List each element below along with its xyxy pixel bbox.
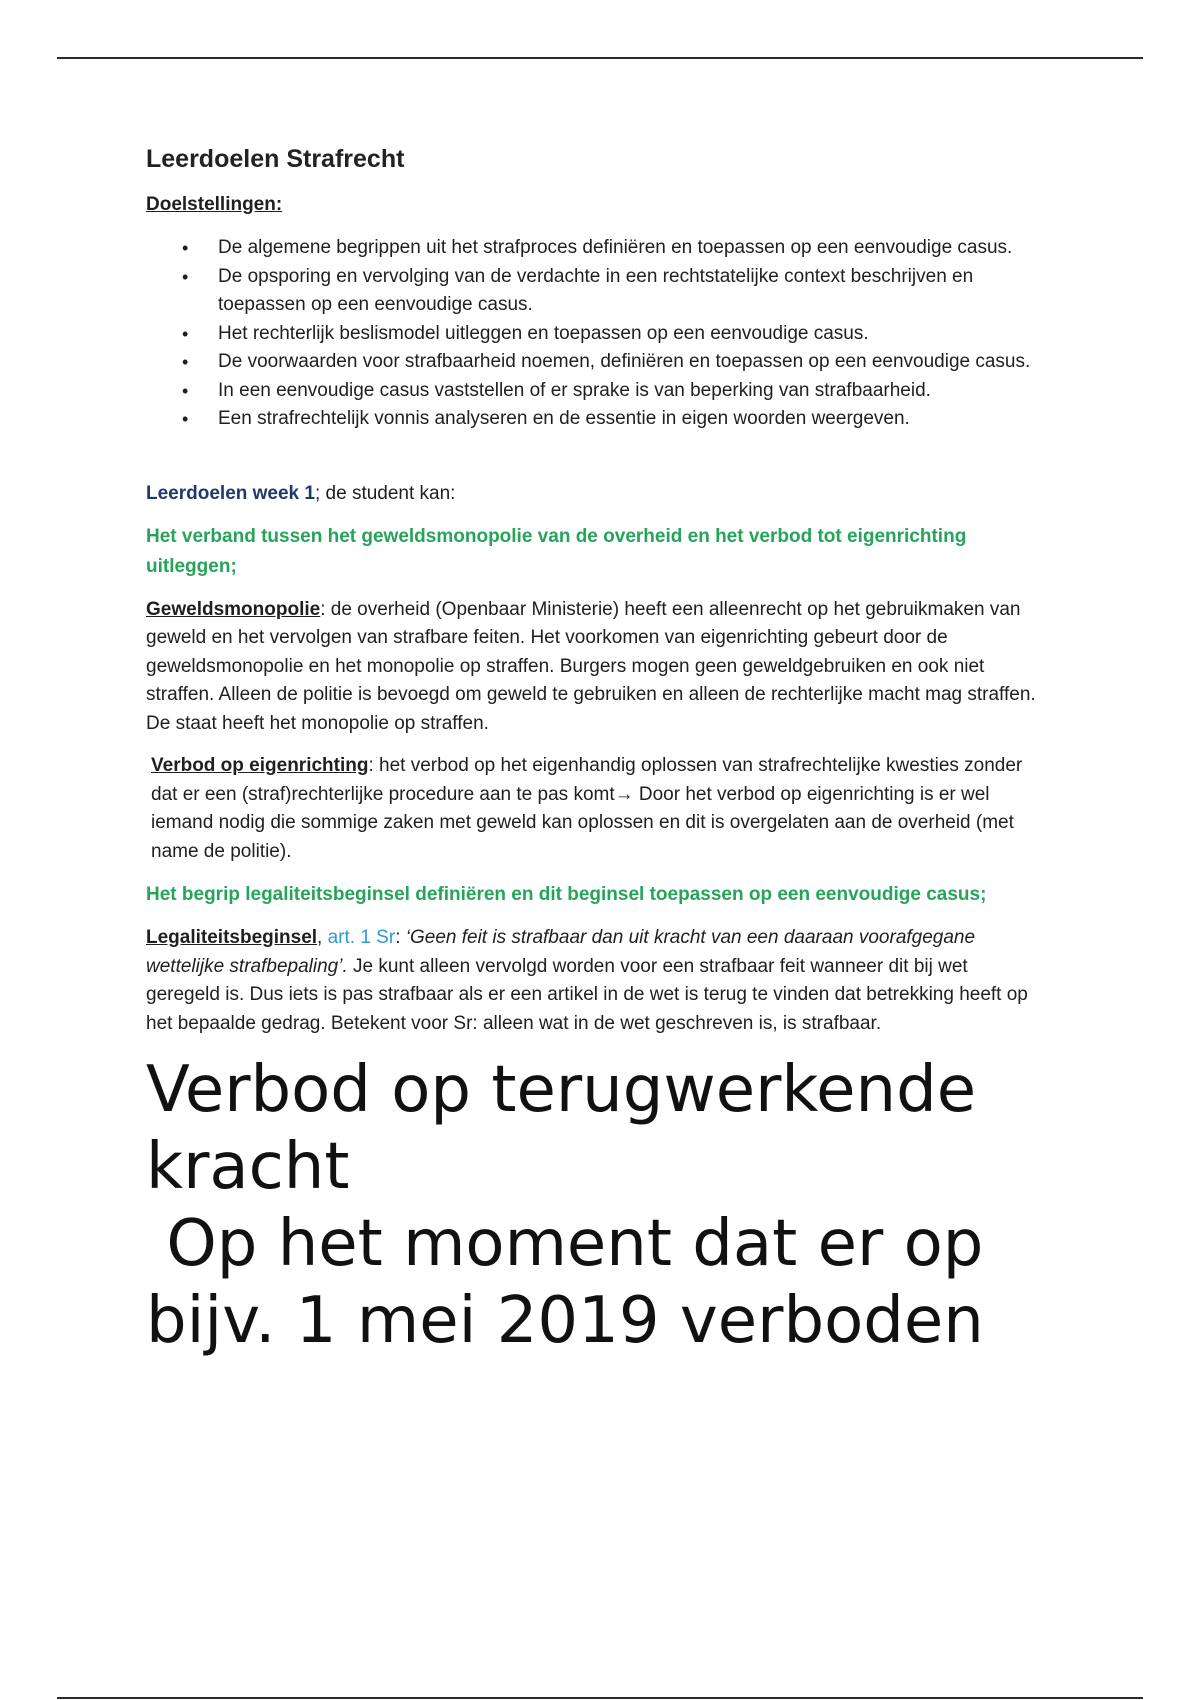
list-item-text: De voorwaarden voor strafbaarheid noemen, definiëren en toepassen op een eenvoudige casus. <box>218 351 1031 372</box>
week1-heading <box>146 480 1046 508</box>
term-geweldsmonopolie: Geweldsmonopolie <box>146 598 321 620</box>
bullet-icon: • <box>182 380 189 401</box>
paragraph-verbod-eigenrichting <box>146 752 1046 866</box>
list-item <box>182 263 1046 320</box>
bullet-icon: • <box>182 352 189 372</box>
list-item <box>182 320 1046 349</box>
doelstellingen-label: Doelstellingen: <box>146 194 283 215</box>
list-item-text: De algemene begrippen uit het strafproces definiëren en toepassen op een eenvoudige casus. <box>218 237 1013 258</box>
list-item-text: Het rechterlijk beslismodel uitleggen en toepassen op een eenvoudige casus. <box>218 322 869 344</box>
list-item <box>182 234 1046 263</box>
list-item <box>182 377 1046 406</box>
paragraph-text: : de overheid (Openbaar Ministerie) heeft een alleenrecht op het gebruikmaken van geweld en het vervolgen van strafbare feiten. Het voorkomen van eigenrichting gebeurt door de geweldsmonopolie en het monopolie op straffen. Burgers mogen geen geweldgebruiken en ook niet straffen. Alleen de politie is bevoegd om geweld te gebruiken en alleen de rechterlijke macht mag straffen. De staat heeft het monopolie op straffen. <box>146 598 1036 734</box>
large-heading: Verbod op terugwerkende kracht <box>146 1053 977 1204</box>
list-item-text: De opsporing en vervolging van de verdachte in een rechtstatelijke context beschrijven en toepassen op een eenvoudige casus. <box>218 265 974 315</box>
bottom-rule <box>57 1697 1143 1699</box>
list-item-text: In een eenvoudige casus vaststellen of er sprake is van beperking van strafbaarheid. <box>218 379 931 401</box>
quote-text: ‘Geen feit is strafbaar dan uit kracht van een daaraan voorafgegane wettelijke strafbepaling’. <box>146 927 976 977</box>
document-title: Leerdoelen Strafrecht <box>146 145 405 173</box>
paragraph-legaliteitsbeginsel <box>146 924 1046 1038</box>
goal-heading-legaliteitsbeginsel: Het begrip legaliteitsbeginsel definiëren en dit beginsel toepassen op een eenvoudige casus; <box>146 884 987 905</box>
document-body <box>146 145 1046 1360</box>
large-text: Op het moment dat er op bijv. 1 mei 2019 verboden <box>146 1207 1004 1358</box>
bullet-icon: • <box>182 238 189 258</box>
list-item <box>182 405 1046 434</box>
week1-label: Leerdoelen week 1 <box>146 482 315 504</box>
paragraph-text: Je kunt alleen vervolgd worden voor een strafbaar feit wanneer dit bij wet geregeld is. Dus iets is pas strafbaar als er een artikel in de wet is terug te vinden dat betrekking heeft op het bepaalde gedrag. Betekent voor Sr: alleen wat in de wet geschreven is, is strafbaar. <box>146 955 1028 1034</box>
bullet-icon: • <box>182 409 189 429</box>
week1-suffix: ; de student kan: <box>314 482 456 504</box>
top-rule <box>57 57 1143 59</box>
term-legaliteitsbeginsel: Legaliteitsbeginsel <box>146 927 318 948</box>
doelstellingen-list <box>146 234 1046 434</box>
colon: : <box>395 927 406 948</box>
list-item <box>182 348 1046 377</box>
term-verbod-eigenrichting: Verbod op eigenrichting <box>151 755 369 776</box>
comma: , <box>317 927 328 948</box>
list-item-text: Een strafrechtelijk vonnis analyseren en de essentie in eigen woorden weergeven. <box>218 408 910 429</box>
goal-heading-geweldsmonopolie: Het verband tussen het geweldsmonopolie van de overheid en het verbod tot eigenrichting uitleggen; <box>146 525 967 577</box>
bullet-icon: • <box>182 323 189 344</box>
bullet-icon: • <box>182 266 189 287</box>
paragraph-geweldsmonopolie <box>146 596 1046 739</box>
paragraph-text: : het verbod op het eigenhandig oplossen van strafrechtelijke kwesties zonder dat er een (straf)rechterlijke procedure aan te pas komt→ Door het verbod op eigenrichting is er wel iemand nodig die sommige zaken met geweld kan oplossen en dit is overgelaten aan de overheid (met name de politie). <box>151 755 1023 862</box>
article-reference: art. 1 Sr <box>327 927 396 948</box>
